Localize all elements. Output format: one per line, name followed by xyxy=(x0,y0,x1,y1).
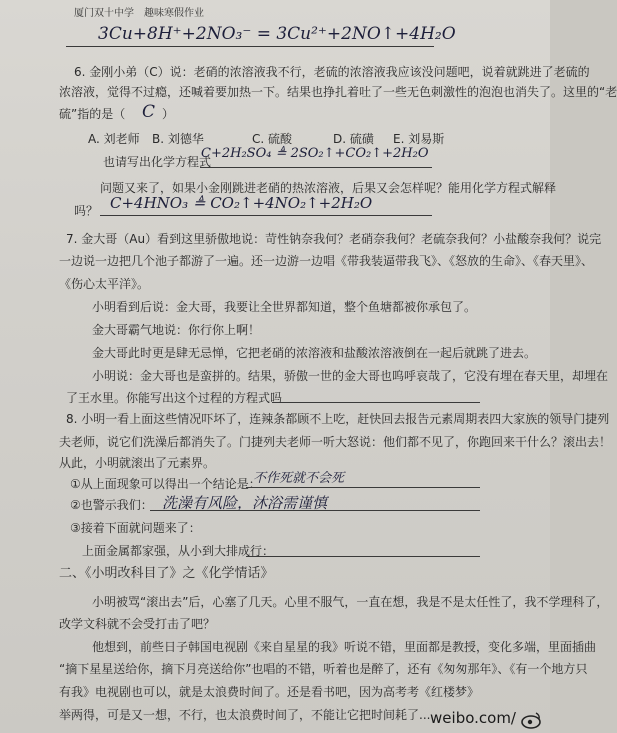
q6-line-3: 硫”指的是（ xyxy=(59,107,126,121)
answer-line xyxy=(272,402,480,403)
q8-line-3: 从此，小明就滚出了元素界。 xyxy=(59,456,216,470)
q6-option-d: D. 硫磺 xyxy=(333,132,374,146)
section-2-line-1: 小明被骂“滚出去”后，心塞了几天。心里不服气，一直在想，我是不是太任性了，我不学理科了， xyxy=(92,595,609,609)
q8-handwritten-answer-2: 洗澡有风险，沐浴需谨慎 xyxy=(162,494,328,512)
q6-equation-prompt: 也请写出化学方程式 xyxy=(103,155,212,169)
q8-sub-2: ②也警示我们： xyxy=(70,498,153,512)
q6-bracket-close: ） xyxy=(162,107,175,121)
answer-line xyxy=(150,510,480,511)
section-2-line-6: 举两得，可是又一想，不行，也太浪费时间了，不能让它把时间耗了... xyxy=(59,708,431,722)
q6-option-c: C. 硫酸 xyxy=(252,132,293,146)
q6-line-1: 6. 金刚小弟（C）说：老硝的浓溶液我不行，老硫的浓溶液我应该没问题吧，说着就跳进了老硫的 xyxy=(74,65,590,79)
answer-line xyxy=(100,215,432,216)
q6-option-a: A. 刘老师 xyxy=(88,132,140,146)
q6-handwritten-equation: C+2H₂SO₄ ≜ 2SO₂↑+CO₂↑+2H₂O xyxy=(201,146,429,161)
section-2-line-2: 改学文科就不会受打击了吧？ xyxy=(59,617,216,631)
section-2-line-5: 有我》电视剧也可以，就是太浪费时间了。还是看书吧，因为高考考《红楼梦》 xyxy=(59,685,480,699)
q7-line-6: 金大哥此时更是肆无忌惮，它把老硝的浓溶液和盐酸浓溶液倒在一起后就跳了进去。 xyxy=(92,346,537,360)
q7-line-3: 《伤心太平洋》。 xyxy=(59,277,150,291)
q6-followup-line-2: 吗？ xyxy=(74,204,99,218)
section-2-line-3: 他想到，前些日子韩国电视剧《来自星星的我》听说不错，里面都是教授，变化多端，里面插曲 xyxy=(92,640,597,654)
q6-option-b: B. 刘德华 xyxy=(152,132,204,146)
q6-option-e: E. 刘易斯 xyxy=(393,132,445,146)
q8-sub-3: ③接着下面就问题来了： xyxy=(70,521,201,535)
q8-line-1: 8. 小明一看上面这些情况吓坏了，连辣条都顾不上吃，赶快回去报告元素周期表四大家族的领导门捷列 xyxy=(66,412,610,426)
q7-line-4: 小明看到后说：金大哥，我要让全世界都知道，整个鱼塘都被你承包了。 xyxy=(92,300,477,314)
q6-line-2: 浓溶液，觉得不过瘾，还喊着要加热一下。结果也挣扎着吐了一些无色刺激性的泡泡也消失了。这里的“老 xyxy=(59,85,617,99)
q6-handwritten-choice: C xyxy=(142,102,156,122)
q7-line-1: 7. 金大哥（Au）看到这里骄傲地说：苛性钠奈我何？老硝奈我何？老硫奈我何？小盐酸奈我何？说完 xyxy=(66,232,602,246)
q7-line-7: 小明说：金大哥也是蛮拼的。结果，骄傲一世的金大哥也呜呼哀哉了，它没有埋在春天里，却埋在 xyxy=(92,369,609,383)
section-2-title: 二、《小明改科目了》之《化学情话》 xyxy=(59,566,274,581)
weibo-watermark: weibo.com/ xyxy=(430,709,516,727)
q7-line-2: 一边说一边把几个池子都游了一遍。还一边游一边唱《带我装逼带我飞》、《怒放的生命》、《春天里》、 xyxy=(59,254,594,268)
answer-line xyxy=(66,46,434,47)
q7-line-5: 金大哥霸气地说：你行你上啊！ xyxy=(92,323,261,337)
q6-handwritten-followup-equation: C+4HNO₃ ≜ CO₂↑+4NO₂↑+2H₂O xyxy=(110,194,373,212)
page-header: 厦门双十中学 趣味寒假作业 xyxy=(74,8,204,19)
answer-line xyxy=(246,487,480,488)
q7-line-8: 了王水里。你能写出这个过程的方程式吗 xyxy=(66,391,283,405)
q8-handwritten-answer-1: 不作死就不会死 xyxy=(253,471,345,486)
q8-sub-1: ①从上面现象可以得出一个结论是： xyxy=(70,477,261,491)
weibo-logo-icon xyxy=(520,711,542,729)
q8-line-2: 夫老师，说它们洗澡后都消失了。门捷列夫老师一听大怒说：他们都不见了，你跑回来干什么？滚出去！ xyxy=(59,435,612,449)
section-2-line-4: “摘下星星送给你，摘下月亮送给你”也唱的不错，听着也是醉了，还有《匆匆那年》、《有一个地方只 xyxy=(59,662,588,676)
q8-sub-4: 上面金属都家强，从小到大排成行： xyxy=(82,544,275,558)
answer-line xyxy=(246,556,480,557)
answer-line xyxy=(200,167,432,168)
q6-followup-line-1: 问题又来了，如果小金刚跳进老硝的热浓溶液，后果又会怎样呢？能用化学方程式解释 xyxy=(100,181,557,195)
handwritten-equation-top: 3Cu+8H⁺+2NO₃⁻ = 3Cu²⁺+2NO↑+4H₂O xyxy=(98,24,456,44)
